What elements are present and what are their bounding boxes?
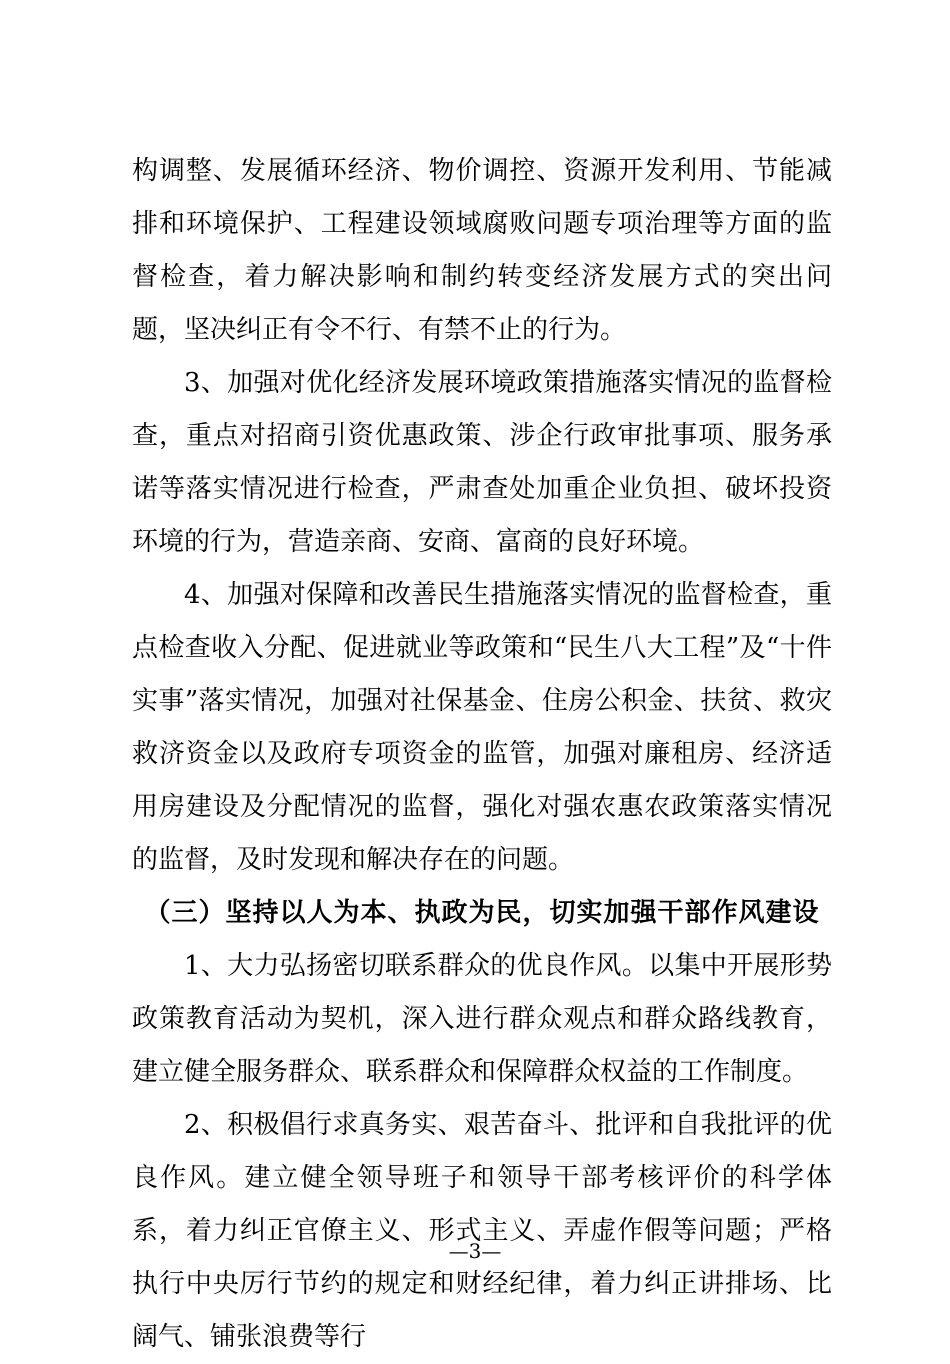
- section-heading: （三）坚持以人为本、执政为民，切实加强干部作风建设: [144, 898, 820, 928]
- paragraph-continued: 构调整、发展循环经济、物价调控、资源开发利用、节能减排和环境保护、工程建设领域腐败问题专项治理等方面的监督检查，着力解决影响和制约转变经济发展方式的突出问题，坚决纠正有令不行、有禁不止的行为。: [132, 156, 832, 345]
- document-body: [132, 145, 832, 1364]
- paragraph-section3-item-2: 2、积极倡行求真务实、艰苦奋斗、批评和自我批评的优良作风。建立健全领导班子和领导干部考核评价的科学体系，着力纠正官僚主义、形式主义、弄虚作假等问题；严格执行中央厉行节约的规定和财经纪律，着力纠正讲排场、比阔气、铺张浪费等行: [132, 1110, 832, 1352]
- paragraph-section3-item-1: 1、大力弘扬密切联系群众的优良作风。以集中开展形势政策教育活动为契机，深入进行群众观点和群众路线教育，建立健全服务群众、联系群众和保障群众权益的工作制度。: [132, 951, 832, 1087]
- paragraph-item-4: 4、加强对保障和改善民生措施落实情况的监督检查，重点检查收入分配、促进就业等政策和“民生八大工程”及“十件实事”落实情况，加强对社保基金、住房公积金、扶贫、救灾救济资金以及政府专项资金的监管，加强对廉租房、经济适用房建设及分配情况的监督，强化对强农惠农政策落实情况的监督，及时发现和解决存在的问题。: [132, 580, 832, 875]
- page-number: —3—: [448, 1239, 502, 1263]
- paragraph-item-3: 3、加强对优化经济发展环境政策措施落实情况的监督检查，重点对招商引资优惠政策、涉企行政审批事项、服务承诺等落实情况进行检查，严肃查处加重企业负担、破坏投资环境的行为，营造亲商、安商、富商的良好环境。: [132, 368, 832, 557]
